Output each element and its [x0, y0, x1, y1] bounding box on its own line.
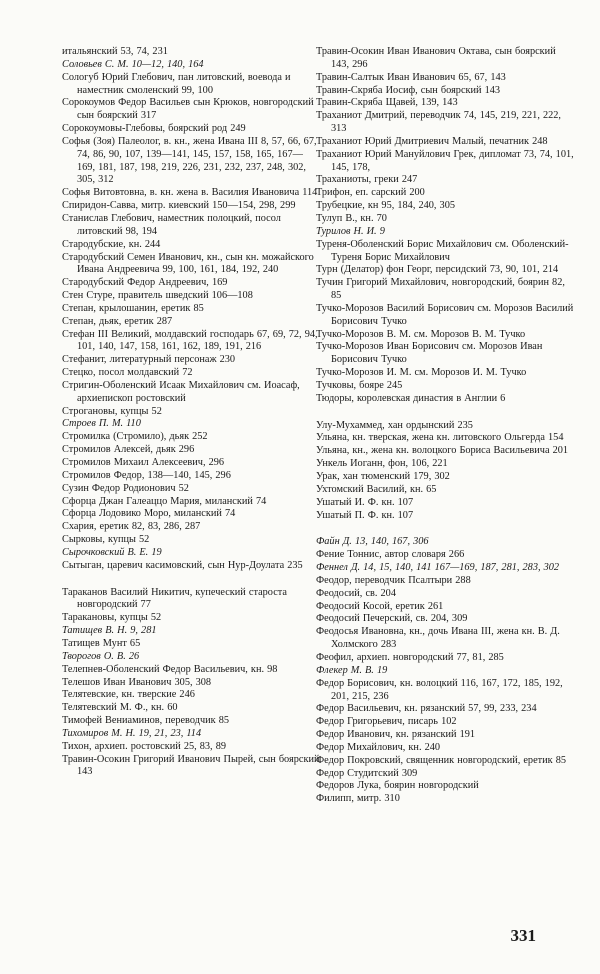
index-entry: Тучко-Морозов В. М. см. Морозов В. М. Тучко: [316, 328, 526, 340]
index-entry: Сытыган, царевич касимовский, сын Нур-Доулата 235: [62, 559, 303, 571]
index-entry: Стромилов Алексей, дьяк 296: [62, 444, 195, 456]
index-entry: Тихон, архиеп. ростовский 25, 83, 89: [62, 740, 227, 752]
index-entry: Федор Иванович, кн. рязанский 191: [316, 729, 476, 741]
index-entry: Улу-Мухаммед, хан ордынский 235: [316, 419, 473, 431]
index-entry: Стен Стуре, правитель шведский 106—108: [62, 290, 253, 302]
index-entry: Феодосий, св. 204: [316, 587, 396, 599]
index-entry: Турн (Делатор) фон Георг, персидский 73, 90, 101, 214: [316, 264, 559, 276]
index-entry: Трифон, еп. сарский 200: [316, 187, 425, 199]
index-entry: Сфорца Джан Галеаццо Мария, миланский 74: [62, 495, 267, 507]
index-entry: Феодосья Ивановна, кн., дочь Ивана III, жена кн. В. Д. Холмского 283: [316, 626, 560, 651]
index-entry: итальянский 53, 74, 231: [62, 46, 168, 57]
index-entry: Сорокоумовы-Глебовы, боярский род 249: [62, 123, 246, 135]
index-entry: Сфорца Лодовико Моро, миланский 74: [62, 508, 236, 520]
index-entry: Травин-Скряба Щавей, 139, 143: [316, 97, 458, 109]
page-number: 331: [510, 926, 536, 945]
index-entry: Федоров Лука, боярин новгородский: [316, 780, 479, 792]
index-entry: Тимофей Вениаминов, переводчик 85: [62, 715, 230, 727]
index-entry: Тихомиров М. Н. 19, 21, 23, 114: [62, 727, 202, 739]
index-entry: Строев П. М. 110: [62, 418, 141, 430]
index-entry: Урак, хан тюменский 179, 302: [316, 471, 450, 482]
index-entry: Трубецкие, кн 95, 184, 240, 305: [316, 200, 456, 212]
index-entry: Сузин Федор Родионович 52: [62, 482, 189, 494]
index-entry: Федор Григорьевич, писарь 102: [316, 716, 457, 728]
index-entry: Стародубские, кн. 244: [62, 238, 161, 250]
index-entry: Ульяна, кн. тверская, жена кн. литовского Ольгерда 154: [316, 432, 564, 444]
index-entry: Феодор, переводчик Псалтыри 288: [316, 574, 471, 586]
index-entry: Тулуп В., кн. 70: [316, 212, 387, 224]
index-entry: Софья (Зоя) Палеолог, в. кн., жена Ивана III 8, 57, 66, 67, 74, 86, 90, 107, 139—141, 145, 157, 158, 165, 167—169, 181, 187, 198, 219, 226, 231, 232, 237, 248, 302, 305, 312: [62, 135, 317, 186]
index-entry: Травин-Салтык Иван Иванович 65, 67, 143: [316, 71, 506, 83]
index-column-left: [62, 46, 320, 779]
index-entry: Стригин-Оболенский Исаак Михайлович см. Иоасаф, архиепископ ростовский: [62, 379, 300, 404]
index-entry: Феннел Д. 14, 15, 140, 141 167—169, 187, 281, 283, 302: [316, 562, 560, 574]
index-entry: Телепнев-Оболенский Федор Васильевич, кн. 98: [62, 663, 278, 675]
index-entry: Строгановы, купцы 52: [62, 405, 162, 417]
index-entry: Степан, дьяк, еретик 287: [62, 315, 173, 327]
index-entry: Траханиоты, греки 247: [316, 174, 418, 186]
index-entry: Сырочковский В. Е. 19: [62, 546, 162, 558]
index-entry: Туреня-Оболенский Борис Михайлович см. Оболенский-Туреня Борис Михайлович: [316, 238, 569, 263]
index-entry: Феодосий Косой, еретик 261: [316, 600, 444, 612]
index-entry: Татищев В. Н. 9, 281: [62, 625, 157, 637]
index-entry: Телятевские, кн. тверские 246: [62, 689, 195, 701]
index-entry: Флекер М. В. 19: [316, 664, 388, 676]
index-entry: Ухтомский Василий, кн. 65: [316, 483, 437, 495]
index-entry: Тараканов Василий Никитич, купеческий староста новгородский 77: [62, 586, 287, 611]
index-entry: Фение Тоннис, автор словаря 266: [316, 549, 465, 561]
index-entry: Телешов Иван Иванович 305, 308: [62, 676, 212, 688]
index-entry: Ункель Иоганн, фон, 106, 221: [316, 458, 448, 470]
index-entry: Тюдоры, королевская династия в Англии 6: [316, 392, 506, 404]
index-entry: Творогов О. В. 26: [62, 650, 140, 662]
index-entry: Федор Студитский 309: [316, 767, 418, 779]
index-entry: Стефанит, литературный персонаж 230: [62, 354, 236, 366]
index-entry: Феофил, архиеп. новгородский 77, 81, 285: [316, 651, 504, 663]
index-entry: Стромилка (Стромило), дьяк 252: [62, 431, 208, 443]
index-entry: Феодосий Печерский, св. 204, 309: [316, 613, 468, 625]
index-entry: Федор Михайлович, кн. 240: [316, 741, 441, 753]
index-entry: Траханиот Дмитрий, переводчик 74, 145, 219, 221, 222, 313: [316, 110, 561, 135]
index-entry: Спиридон-Савва, митр. киевский 150—154, 298, 299: [62, 200, 296, 212]
index-entry: Федор Васильевич, кн. рязанский 57, 99, 233, 234: [316, 703, 537, 715]
index-entry: Стромилов Михаил Алексеевич, 296: [62, 457, 225, 468]
index-entry: Степан, крылошанин, еретик 85: [62, 302, 204, 314]
index-entry: Сорокоумов Федор Васильев сын Крюков, новгородский сын боярский 317: [62, 97, 314, 122]
index-entry: Турилов Н. И. 9: [316, 225, 385, 237]
index-entry: Тучко-Морозов Иван Борисович см. Морозов Иван Борисович Тучко: [316, 341, 543, 366]
index-entry: Таракановы, купцы 52: [62, 612, 162, 624]
index-entry: Травин-Осокин Григорий Иванович Пырей, сын боярский 143: [62, 753, 320, 778]
index-entry: Сологуб Юрий Глебович, пан литовский, воевода и наместник смоленский 99, 100: [62, 71, 291, 96]
index-entry: Стромилов Федор, 138—140, 145, 296: [62, 469, 231, 481]
index-entry: Софья Витовтовна, в. кн. жена в. Василия Ивановича 114: [62, 187, 318, 199]
index-entry: Тучин Григорий Михайлович, новгородский, боярин 82, 85: [316, 277, 565, 302]
index-entry: Сырковы, купцы 52: [62, 534, 150, 546]
index-entry: Стародубский Федор Андреевич, 169: [62, 277, 228, 289]
index-entry: Стародубский Семен Иванович, кн., сын кн. можайского Ивана Андреевича 99, 100, 161, 184, 192, 240: [62, 251, 314, 276]
index-entry: Файн Д. 13, 140, 167, 306: [316, 536, 429, 548]
index-column-right: [316, 46, 574, 806]
index-entry: Траханиот Юрий Мануйлович Грек, дипломат 73, 74, 101, 145, 178,: [316, 148, 574, 173]
index-entry: Тучко-Морозов Василий Борисович см. Морозов Василий Борисович Тучко: [316, 302, 574, 327]
index-entry: Федор Борисович, кн. волоцкий 116, 167, 172, 185, 192, 201, 215, 236: [316, 677, 563, 702]
index-entry: Стецко, посол молдавский 72: [62, 367, 193, 379]
index-entry: Станислав Глебович, наместник полоцкий, посол литовский 98, 194: [62, 212, 281, 237]
index-entry: Телятевский М. Ф., кн. 60: [62, 702, 178, 714]
index-entry: Травин-Скряба Иосиф, сын боярский 143: [316, 84, 501, 96]
index-entry: Татищев Мунт 65: [62, 637, 141, 649]
index-entry: Ушатый И. Ф. кн. 107: [316, 496, 414, 508]
index-entry: Стефан III Великий, молдавский господарь 67, 69, 72, 94, 101, 140, 147, 158, 161, 162, 189, 191, 216: [62, 328, 318, 353]
index-entry: Травин-Осокин Иван Иванович Октава, сын боярский 143, 296: [316, 46, 556, 70]
index-entry: Филипп, митр. 310: [316, 793, 400, 805]
index-entry: Схария, еретик 82, 83, 286, 287: [62, 521, 201, 533]
index-entry: Федор Покровский, священник новгородский, еретик 85: [316, 754, 567, 766]
index-entry: Ушатый П. Ф. кн. 107: [316, 509, 414, 521]
index-entry: Тучко-Морозов И. М. см. Морозов И. М. Тучко: [316, 367, 527, 379]
index-entry: Ульяна, кн., жена кн. волоцкого Бориса Васильевича 201: [316, 445, 569, 457]
index-entry: Тучковы, бояре 245: [316, 379, 403, 391]
index-entry: Соловьев С. М. 10—12, 140, 164: [62, 58, 204, 70]
index-entry: Траханиот Юрий Дмитриевич Малый, печатник 248: [316, 135, 548, 147]
